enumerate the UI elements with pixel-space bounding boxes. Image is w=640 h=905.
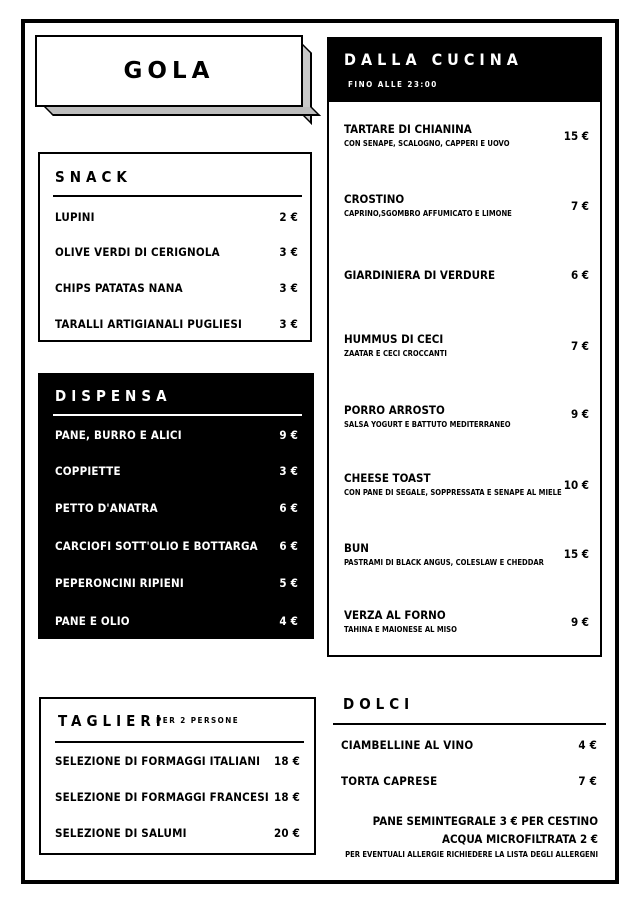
- item-name: TARTARE DI CHIANINA: [344, 122, 472, 136]
- menu-item: [55, 245, 298, 259]
- item-name: SELEZIONE DI FORMAGGI ITALIANI: [55, 754, 261, 768]
- menu-item: [344, 608, 589, 634]
- item-description: PASTRAMI DI BLACK ANGUS, COLESLAW E CHEDDAR: [344, 558, 544, 567]
- dispensa-title: DISPENSA: [55, 387, 172, 405]
- snack-divider: [53, 195, 302, 197]
- menu-item: [55, 210, 298, 224]
- item-name: CHEESE TOAST: [344, 471, 431, 485]
- snack-title: SNACK: [55, 168, 132, 186]
- item-name: SELEZIONE DI FORMAGGI FRANCESI: [55, 790, 269, 804]
- item-price: 7 €: [571, 199, 589, 213]
- bread-note: PANE SEMINTEGRALE 3 € PER CESTINO: [372, 814, 598, 828]
- menu-item: [55, 464, 298, 478]
- dispensa-divider: [53, 414, 302, 416]
- menu-item: [55, 539, 298, 553]
- logo-shadow-bottom: [44, 107, 321, 116]
- item-name: PEPERONCINI RIPIENI: [55, 576, 184, 590]
- menu-item: [55, 428, 298, 442]
- menu-item: [55, 754, 300, 768]
- item-name: SELEZIONE DI SALUMI: [55, 826, 187, 840]
- item-price: 9 €: [571, 615, 589, 629]
- item-name: PORRO ARROSTO: [344, 403, 445, 417]
- item-name: VERZA AL FORNO: [344, 608, 446, 622]
- item-name: BUN: [344, 541, 369, 555]
- logo-box: [35, 35, 303, 107]
- item-price: 6 €: [279, 539, 298, 553]
- cucina-header: [329, 39, 600, 102]
- menu-item: [344, 332, 589, 358]
- item-name: HUMMUS DI CECI: [344, 332, 444, 346]
- item-price: 10 €: [563, 478, 589, 492]
- item-name: PANE, BURRO E ALICI: [55, 428, 182, 442]
- item-price: 20 €: [274, 826, 300, 840]
- item-price: 2 €: [279, 210, 298, 224]
- menu-item: [55, 826, 300, 840]
- item-name: CHIPS PATATAS NANA: [55, 281, 183, 295]
- item-description: ZAATAR E CECI CROCCANTI: [344, 349, 447, 358]
- item-description: TAHINA E MAIONESE AL MISO: [344, 625, 457, 634]
- item-price: 9 €: [279, 428, 298, 442]
- item-description: SALSA YOGURT E BATTUTO MEDITERRANEO: [344, 420, 511, 429]
- menu-item: [344, 403, 589, 429]
- item-description: CON SENAPE, SCALOGNO, CAPPERI E UOVO: [344, 139, 510, 148]
- logo-text: GOLA: [123, 58, 215, 84]
- menu-item: [344, 268, 589, 282]
- menu-item: [344, 122, 589, 148]
- menu-item: [344, 471, 589, 497]
- item-price: 4 €: [279, 614, 298, 628]
- menu-item: [341, 774, 597, 788]
- menu-item: [341, 738, 597, 752]
- item-price: 5 €: [279, 576, 298, 590]
- item-price: 3 €: [279, 317, 298, 331]
- taglieri-title: TAGLIERI: [58, 712, 166, 730]
- water-note: ACQUA MICROFILTRATA 2 €: [441, 832, 598, 846]
- cucina-section: [327, 37, 602, 657]
- item-name: CARCIOFI SOTT'OLIO E BOTTARGA: [55, 539, 258, 553]
- cucina-subtitle: FINO ALLE 23:00: [348, 80, 438, 89]
- item-name: CIAMBELLINE AL VINO: [341, 738, 474, 752]
- item-name: GIARDINIERA DI VERDURE: [344, 268, 496, 282]
- taglieri-divider: [55, 741, 304, 743]
- taglieri-subtitle: PER 2 PERSONE: [156, 716, 240, 725]
- item-description: CON PANE DI SEGALE, SOPPRESSATA E SENAPE AL MIELE: [344, 488, 562, 497]
- taglieri-section: [39, 697, 316, 855]
- menu-item: [55, 281, 298, 295]
- menu-item: [55, 317, 298, 331]
- cucina-title: DALLA CUCINA: [344, 50, 523, 69]
- menu-item: [344, 192, 589, 218]
- item-description: CAPRINO,SGOMBRO AFFUMICATO E LIMONE: [344, 209, 512, 218]
- item-name: TORTA CAPRESE: [341, 774, 438, 788]
- item-name: PETTO D'ANATRA: [55, 501, 158, 515]
- dolci-divider: [333, 723, 606, 725]
- item-price: 15 €: [563, 129, 589, 143]
- snack-section: [38, 152, 312, 342]
- menu-item: [55, 614, 298, 628]
- menu-item: [55, 576, 298, 590]
- item-price: 18 €: [274, 790, 300, 804]
- dolci-title: DOLCI: [343, 695, 415, 713]
- item-name: OLIVE VERDI DI CERIGNOLA: [55, 245, 220, 259]
- menu-item: [55, 790, 300, 804]
- item-name: COPPIETTE: [55, 464, 121, 478]
- allergen-note: PER EVENTUALI ALLERGIE RICHIEDERE LA LISTA DEGLI ALLERGENI: [345, 850, 598, 859]
- item-name: LUPINI: [55, 210, 95, 224]
- item-name: PANE E OLIO: [55, 614, 130, 628]
- item-name: CROSTINO: [344, 192, 405, 206]
- item-price: 7 €: [571, 339, 589, 353]
- item-price: 9 €: [571, 407, 589, 421]
- item-price: 15 €: [563, 547, 589, 561]
- item-price: 6 €: [571, 268, 589, 282]
- menu-item: [344, 541, 589, 567]
- item-price: 3 €: [279, 281, 298, 295]
- dispensa-section: [38, 373, 314, 639]
- item-price: 3 €: [279, 464, 298, 478]
- item-price: 7 €: [578, 774, 597, 788]
- item-price: 4 €: [578, 738, 597, 752]
- menu-item: [55, 501, 298, 515]
- item-name: TARALLI ARTIGIANALI PUGLIESI: [55, 317, 243, 331]
- item-price: 18 €: [274, 754, 300, 768]
- item-price: 6 €: [279, 501, 298, 515]
- item-price: 3 €: [279, 245, 298, 259]
